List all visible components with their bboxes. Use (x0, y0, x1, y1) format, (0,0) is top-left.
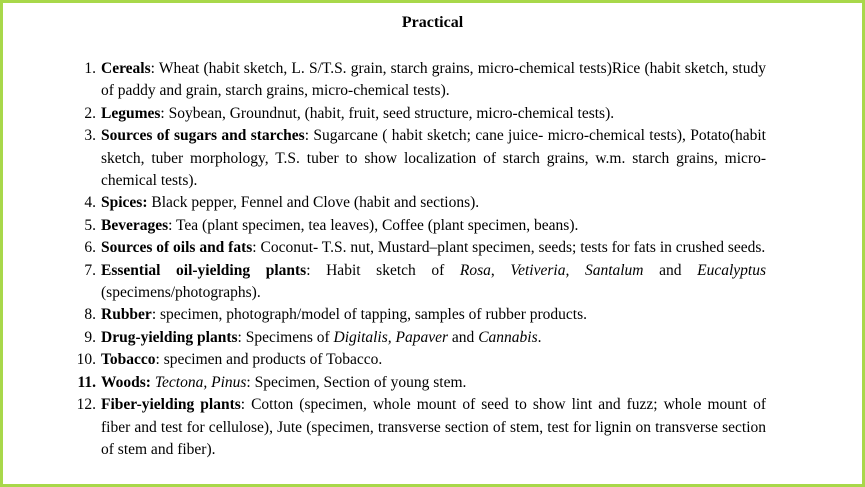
list-number: 7. (84, 261, 96, 279)
item-text: : Tea (plant specimen, tea leaves), Coffee (plant specimen, beans). (168, 216, 579, 234)
item-text: : Habit sketch of (306, 261, 460, 279)
item-text: : Soybean, Groundnut, (habit, fruit, seed structure, micro-chemical tests). (160, 104, 615, 122)
item-text: Black pepper, Fennel and Clove (habit and sections). (147, 194, 480, 212)
list-item-tobacco (66, 349, 766, 371)
item-italic: Tectona, Pinus (154, 373, 247, 391)
item-text: : specimen, photograph/model of tapping, samples of rubber products. (151, 306, 588, 324)
item-heading: Legumes (101, 104, 161, 122)
list-number: 5. (84, 216, 96, 234)
item-text: : specimen and products of Tobacco. (155, 351, 383, 369)
item-heading: Woods: (101, 373, 151, 391)
list-item-spices (66, 192, 766, 214)
item-italic: Eucalyptus (697, 261, 766, 279)
item-heading: Drug-yielding plants (101, 328, 238, 346)
item-heading: Rubber (101, 306, 152, 324)
item-italic: Vetiveria, Santalum (510, 261, 644, 279)
item-text: : Sugarcane ( habit sketch; cane juice- micro-chemical tests), Potato(habit sketch, tuber morphology, T.S. tuber to show localization of starch grains, w.m. starch grains, micro-chemical tests). (101, 127, 766, 190)
page-title: Practical (401, 14, 464, 31)
item-text: : Coconut- T.S. nut, Mustard–plant specimen, seeds; tests for fats in crushed seeds. (252, 239, 766, 257)
list-item-woods (66, 372, 766, 394)
item-heading: Cereals (101, 60, 151, 77)
item-text: : Specimen, Section of young stem. (246, 373, 467, 391)
list-item-essential-oils (66, 260, 766, 305)
item-text: (specimens/photographs). (101, 284, 261, 302)
list-item-sugars-starches (66, 125, 766, 192)
item-text: : Specimens of (237, 328, 334, 346)
item-italic: Cannabis (478, 328, 538, 346)
item-heading: Sources of sugars and starches (101, 127, 305, 145)
item-heading: Beverages (101, 216, 169, 234)
list-item-beverages (66, 215, 766, 237)
list-number: 4. (84, 194, 96, 212)
list-number: 8. (84, 306, 96, 324)
item-text: and (643, 261, 698, 279)
item-heading: Spices: (101, 194, 148, 212)
practical-list (66, 58, 766, 461)
list-item-legumes (66, 103, 766, 125)
list-number: 3. (84, 127, 96, 145)
item-text: : Cotton (specimen, whole mount of seed to show lint and fuzz; whole mount of fiber and test for cellulose), Jute (specimen, transverse section of stem, test for lignin on transverse section of stem and fiber). (101, 396, 766, 458)
list-number: 9. (84, 328, 96, 346)
item-heading: Fiber-yielding plants (101, 396, 241, 414)
item-text: , (490, 261, 511, 279)
item-heading: Essential oil-yielding plants (101, 261, 307, 279)
item-italic: Rosa (459, 261, 491, 279)
item-heading: Tobacco (101, 351, 156, 369)
list-number: 2. (84, 104, 96, 122)
list-number: 1. (84, 60, 96, 77)
list-number: 12. (76, 396, 96, 414)
item-text: . (537, 328, 542, 346)
list-number: 10. (76, 351, 96, 369)
list-item-drug-plants (66, 327, 766, 349)
item-text: : Wheat (habit sketch, L. S/T.S. grain, starch grains, micro-chemical tests)Rice (habit sketch, study of paddy and grain, starch grains, micro-chemical tests). (101, 60, 766, 100)
list-item-cereals (66, 58, 766, 103)
list-number: 6. (84, 239, 96, 257)
list-number: 11. (77, 373, 96, 391)
list-item-oils-fats (66, 237, 766, 259)
item-italic: Digitalis, Papaver (333, 328, 449, 346)
list-item-rubber (66, 304, 766, 326)
item-heading: Sources of oils and fats (101, 239, 253, 257)
item-text: and (448, 328, 479, 346)
list-item-fiber-plants (66, 394, 766, 461)
